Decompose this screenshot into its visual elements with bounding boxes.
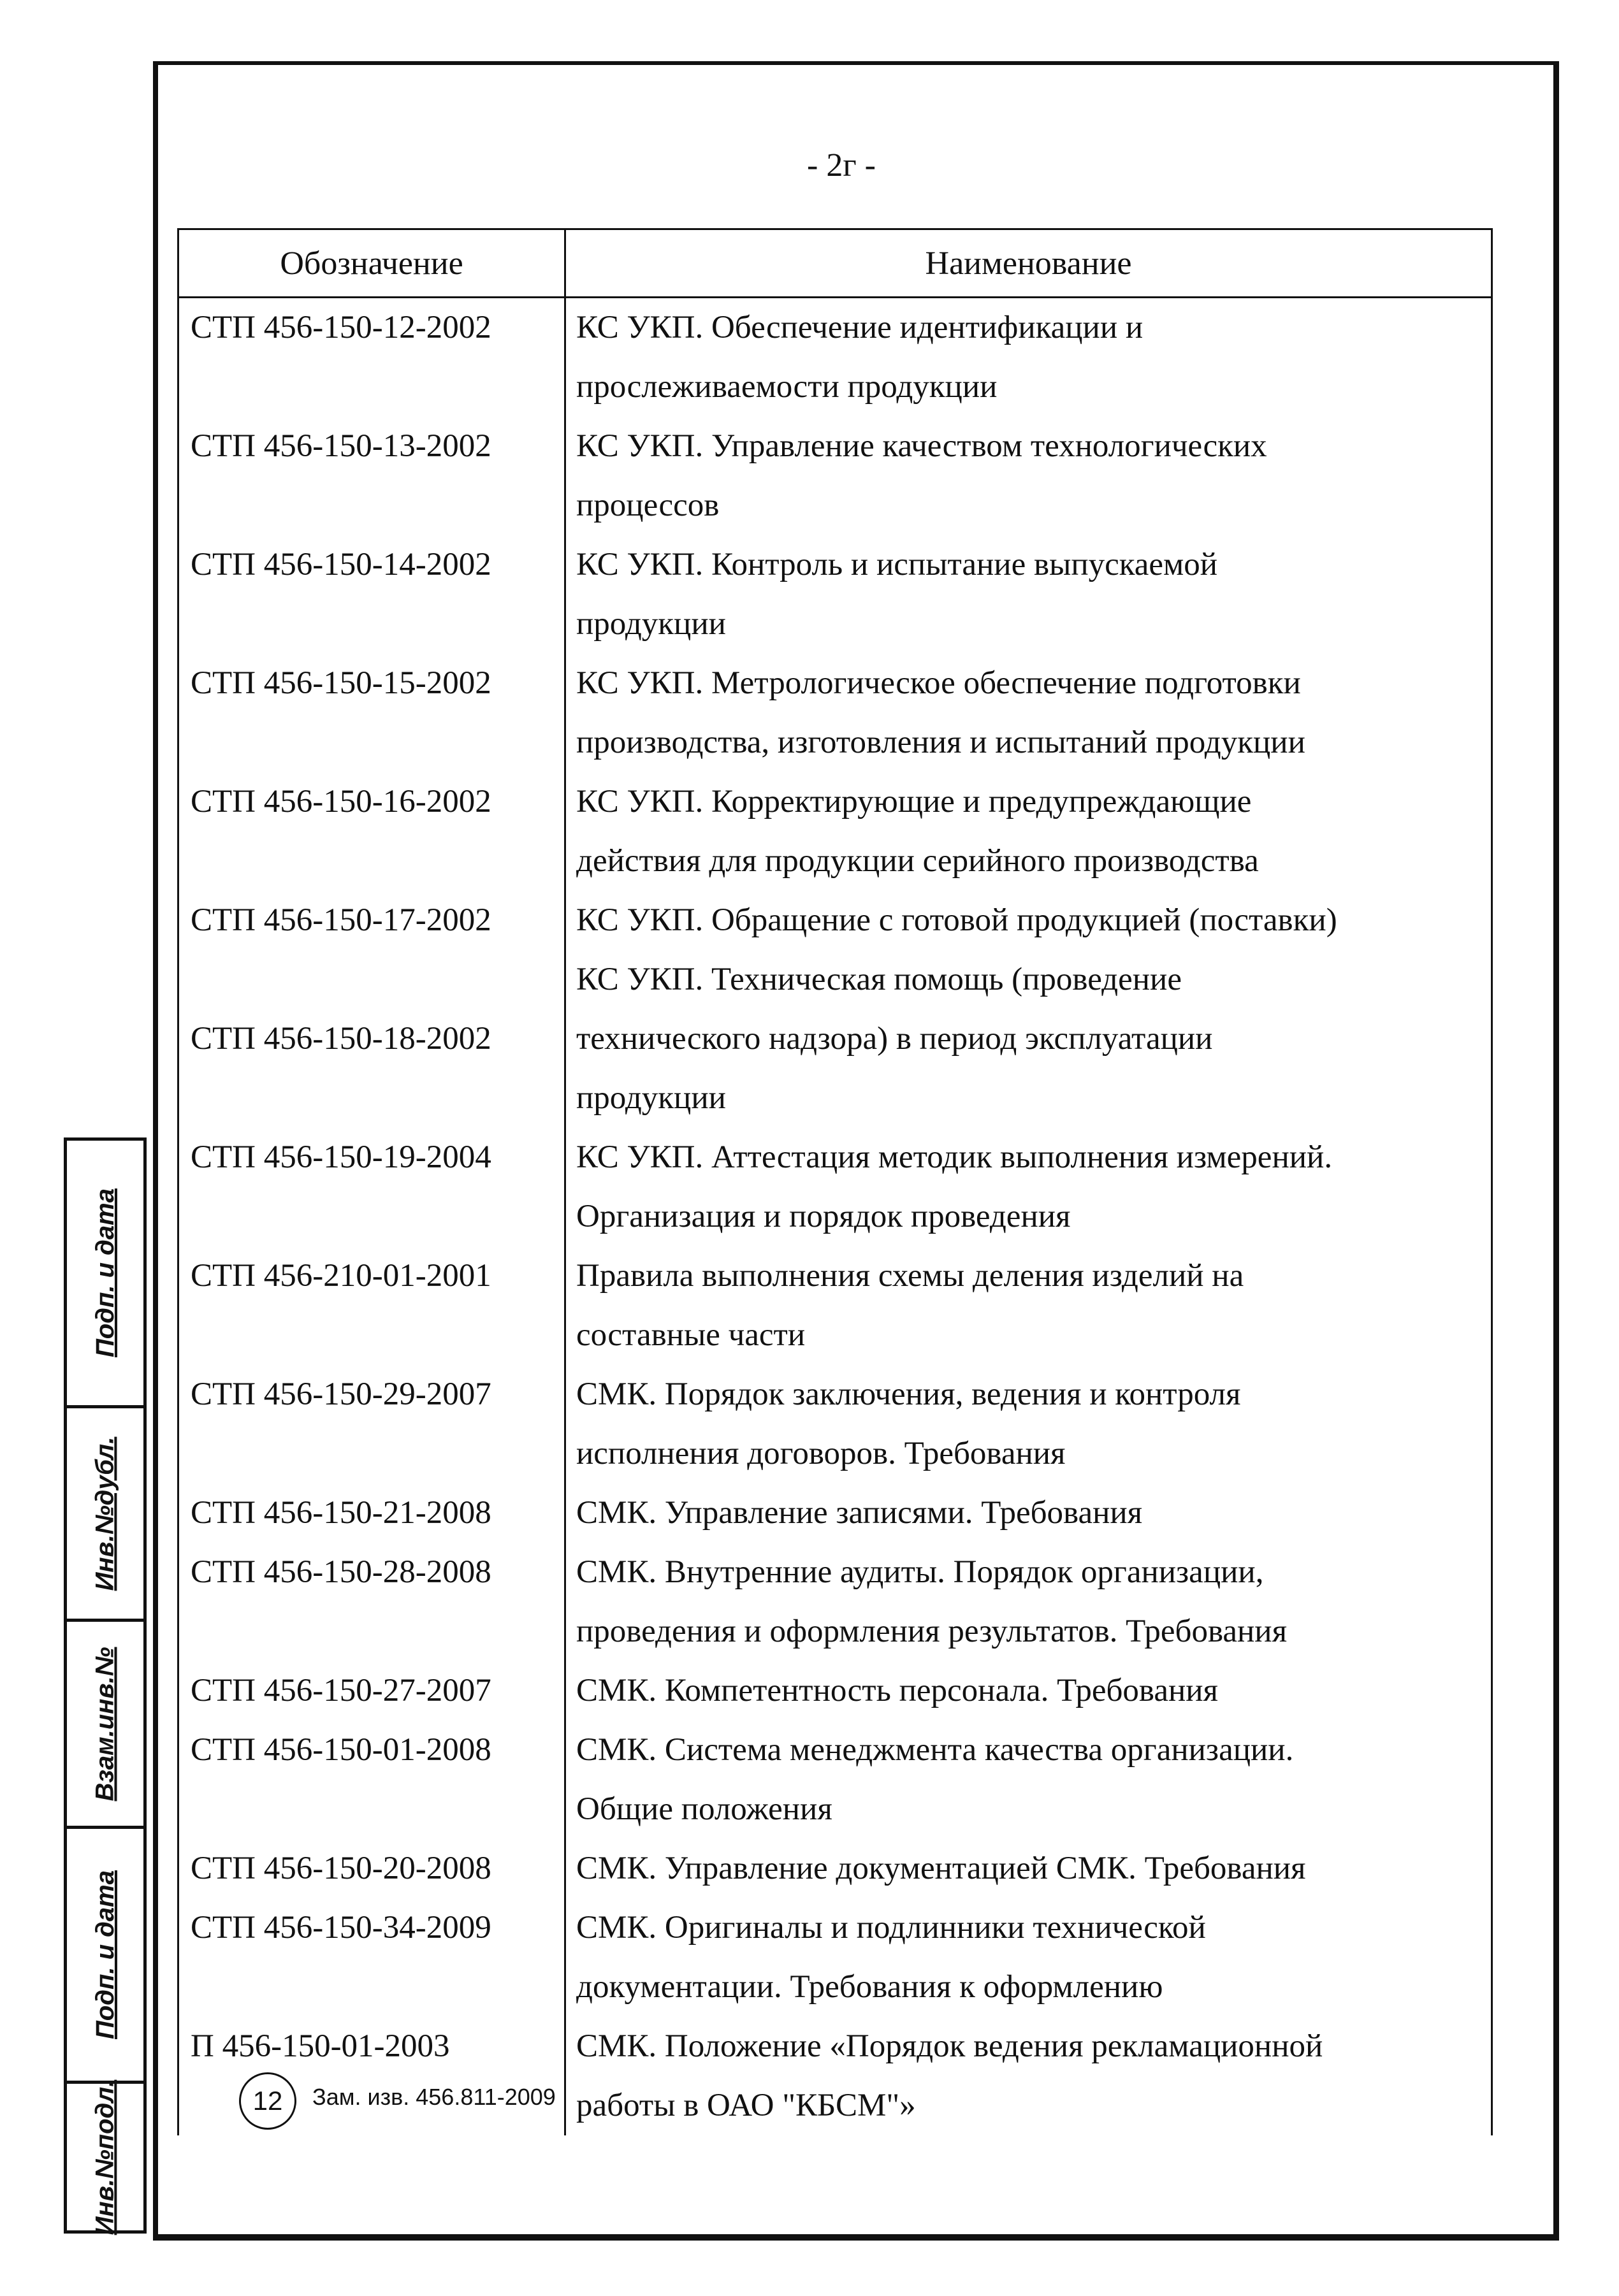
name-cell: документации. Требования к оформлению — [565, 1958, 1492, 2017]
designation-cell — [178, 1602, 565, 1661]
name-cell: Организация и порядок проведения — [565, 1187, 1492, 1246]
name-cell: процессов — [565, 476, 1492, 535]
designation-cell: СТП 456-150-20-2008 — [178, 1839, 565, 1898]
name-cell: производства, изготовления и испытаний продукции — [565, 713, 1492, 772]
stamp-label: Подп. и дата — [91, 1188, 119, 1357]
table-row — [178, 298, 1492, 358]
table-row — [178, 1958, 1492, 2017]
side-stamp — [64, 1137, 147, 2234]
table-row — [178, 713, 1492, 772]
table-row — [178, 2017, 1492, 2076]
name-cell: СМК. Управление записями. Требования — [565, 1484, 1492, 1543]
table-row — [178, 1484, 1492, 1543]
stamp-cell-dup-inv — [67, 1408, 143, 1622]
designation-cell: П 456-150-01-2003 — [178, 2017, 565, 2076]
name-cell: КС УКП. Техническая помощь (проведение — [565, 950, 1492, 1009]
designation-cell — [178, 832, 565, 891]
table-row — [178, 654, 1492, 713]
table-row — [178, 1069, 1492, 1128]
designation-cell — [178, 1958, 565, 2017]
table-header-row — [178, 229, 1492, 298]
table-row — [178, 1246, 1492, 1306]
designation-cell — [178, 1069, 565, 1128]
stamp-cell-orig-inv — [67, 2079, 143, 2235]
column-header-name: Наименование — [565, 229, 1492, 298]
table-row — [178, 1306, 1492, 1365]
name-cell: Общие положения — [565, 1780, 1492, 1839]
page-number: - 2г - — [807, 147, 876, 184]
table-row — [178, 1661, 1492, 1721]
designation-cell: СТП 456-150-16-2002 — [178, 772, 565, 832]
designation-cell — [178, 713, 565, 772]
designation-cell — [178, 595, 565, 654]
stamp-label: Инв.№дубл. — [91, 1436, 119, 1591]
table-row — [178, 1424, 1492, 1484]
name-cell: проведения и оформления результатов. Требования — [565, 1602, 1492, 1661]
name-cell: СМК. Положение «Порядок ведения рекламационной — [565, 2017, 1492, 2076]
designation-cell: СТП 456-150-12-2002 — [178, 298, 565, 358]
name-cell: работы в ОАО "КБСМ"» — [565, 2076, 1492, 2135]
stamp-label: Инв.№подл. — [91, 2079, 119, 2235]
designation-cell: СТП 456-150-19-2004 — [178, 1128, 565, 1187]
table-row — [178, 357, 1492, 417]
table-row — [178, 1187, 1492, 1246]
designation-cell: СТП 456-150-01-2008 — [178, 1721, 565, 1780]
designation-cell — [178, 1424, 565, 1484]
name-cell: КС УКП. Контроль и испытание выпускаемой — [565, 535, 1492, 595]
table-row — [178, 1898, 1492, 1958]
name-cell: действия для продукции серийного производства — [565, 832, 1492, 891]
name-cell: КС УКП. Аттестация методик выполнения измерений. — [565, 1128, 1492, 1187]
designation-cell: СТП 456-150-27-2007 — [178, 1661, 565, 1721]
revision-number-circle: 12 — [239, 2072, 296, 2130]
stamp-label: Подп. и дата — [91, 1870, 119, 2039]
designation-cell: СТП 456-150-21-2008 — [178, 1484, 565, 1543]
name-cell: исполнения договоров. Требования — [565, 1424, 1492, 1484]
designation-cell — [178, 950, 565, 1009]
table-row — [178, 535, 1492, 595]
table-row — [178, 1602, 1492, 1661]
name-cell: прослеживаемости продукции — [565, 357, 1492, 417]
name-cell: продукции — [565, 595, 1492, 654]
column-header-designation: Обозначение — [178, 229, 565, 298]
name-cell: КС УКП. Управление качеством технологических — [565, 417, 1492, 476]
name-cell: составные части — [565, 1306, 1492, 1365]
stamp-label: Взам.инв.№ — [91, 1647, 119, 1801]
stamp-cell-replace-inv — [67, 1622, 143, 1829]
name-cell: технического надзора) в период эксплуатации — [565, 1009, 1492, 1069]
revision-notice: Зам. изв. 456.811-2009 — [312, 2084, 556, 2110]
designation-cell: СТП 456-150-17-2002 — [178, 891, 565, 950]
designation-cell — [178, 1187, 565, 1246]
stamp-cell-sign-date-top — [67, 1141, 143, 1408]
designation-cell — [178, 1780, 565, 1839]
name-cell: продукции — [565, 1069, 1492, 1128]
name-cell: СМК. Внутренние аудиты. Порядок организации, — [565, 1543, 1492, 1602]
designation-cell: СТП 456-210-01-2001 — [178, 1246, 565, 1306]
name-cell: СМК. Управление документацией СМК. Требования — [565, 1839, 1492, 1898]
table-row — [178, 1543, 1492, 1602]
designation-cell — [178, 357, 565, 417]
table-row — [178, 1780, 1492, 1839]
name-cell: СМК. Система менеджмента качества организации. — [565, 1721, 1492, 1780]
designation-cell: СТП 456-150-14-2002 — [178, 535, 565, 595]
documents-table — [177, 228, 1493, 2135]
designation-cell: СТП 456-150-28-2008 — [178, 1543, 565, 1602]
designation-cell: СТП 456-150-15-2002 — [178, 654, 565, 713]
stamp-cell-sign-date-bottom — [67, 1829, 143, 2084]
table-row — [178, 950, 1492, 1009]
name-cell: КС УКП. Обращение с готовой продукцией (поставки) — [565, 891, 1492, 950]
name-cell: СМК. Порядок заключения, ведения и контроля — [565, 1365, 1492, 1424]
name-cell: СМК. Компетентность персонала. Требования — [565, 1661, 1492, 1721]
designation-cell — [178, 1306, 565, 1365]
table-row — [178, 417, 1492, 476]
name-cell: Правила выполнения схемы деления изделий на — [565, 1246, 1492, 1306]
designation-cell: СТП 456-150-13-2002 — [178, 417, 565, 476]
designation-cell: СТП 456-150-34-2009 — [178, 1898, 565, 1958]
designation-cell: СТП 456-150-18-2002 — [178, 1009, 565, 1069]
name-cell: КС УКП. Корректирующие и предупреждающие — [565, 772, 1492, 832]
designation-cell — [178, 476, 565, 535]
name-cell: КС УКП. Обеспечение идентификации и — [565, 298, 1492, 358]
table-row — [178, 476, 1492, 535]
name-cell: СМК. Оригиналы и подлинники технической — [565, 1898, 1492, 1958]
table-row — [178, 595, 1492, 654]
designation-cell: СТП 456-150-29-2007 — [178, 1365, 565, 1424]
table-row — [178, 832, 1492, 891]
table-row — [178, 1009, 1492, 1069]
table-body — [178, 298, 1492, 2136]
table-row — [178, 772, 1492, 832]
name-cell: КС УКП. Метрологическое обеспечение подготовки — [565, 654, 1492, 713]
table-row — [178, 1721, 1492, 1780]
table-row — [178, 1128, 1492, 1187]
table-row — [178, 1839, 1492, 1898]
table-row — [178, 891, 1492, 950]
table-row — [178, 1365, 1492, 1424]
